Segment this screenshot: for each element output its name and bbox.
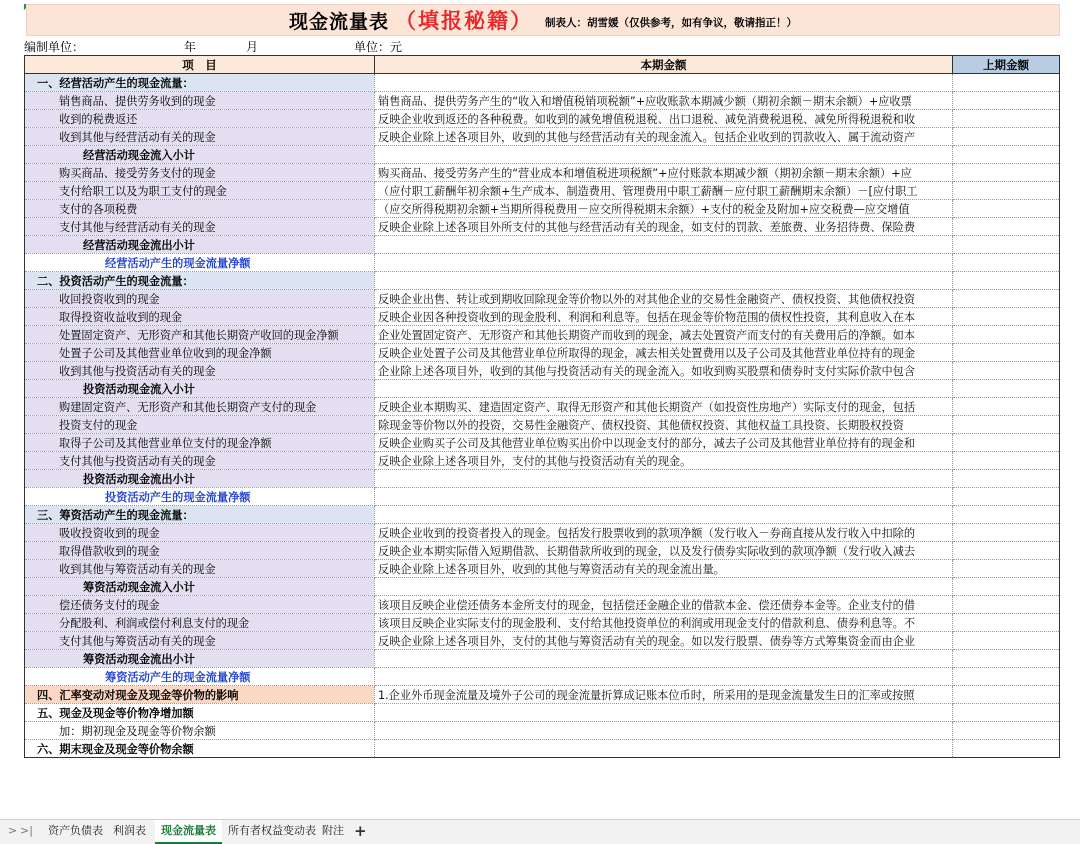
previous-amount-cell[interactable] bbox=[953, 398, 1060, 416]
current-amount-cell[interactable] bbox=[375, 650, 953, 668]
table-row bbox=[25, 632, 1060, 650]
table-row bbox=[25, 290, 1060, 308]
page-title: 现金流量表 bbox=[288, 10, 389, 33]
current-amount-cell[interactable]: 销售商品、提供劳务产生的“收入和增值税销项税额”+应收账款本期减少额（期初余额－期末余额）+应收票 bbox=[375, 92, 953, 110]
previous-amount-cell[interactable] bbox=[953, 344, 1060, 362]
item-cell[interactable]: 一、经营活动产生的现金流量： bbox=[25, 74, 375, 92]
table-row bbox=[25, 308, 1060, 326]
current-amount-cell[interactable]: 反映企业购买子公司及其他营业单位购买出价中以现金支付的部分，减去子公司及其他营业单位持有的现金和 bbox=[375, 434, 953, 452]
item-cell[interactable]: 投资支付的现金 bbox=[25, 416, 375, 434]
table-row bbox=[25, 470, 1060, 488]
previous-amount-cell[interactable] bbox=[953, 254, 1060, 272]
table-row bbox=[25, 740, 1060, 758]
current-amount-cell[interactable]: 反映企业处置子公司及其他营业单位所取得的现金，减去相关处置费用以及子公司及其他营业单位持有的现金 bbox=[375, 344, 953, 362]
current-amount-cell[interactable]: 反映企业收到的投资者投入的现金。包括发行股票收到的款项净额（发行收入－券商直接从发行收入中扣除的 bbox=[375, 524, 953, 542]
table-row bbox=[25, 578, 1060, 596]
table-row bbox=[25, 254, 1060, 272]
table-row bbox=[25, 560, 1060, 578]
current-amount-cell[interactable]: 该项目反映企业偿还债务本金所支付的现金，包括偿还金融企业的借款本金、偿还债券本金等。企业支付的借 bbox=[375, 596, 953, 614]
previous-amount-cell[interactable] bbox=[953, 560, 1060, 578]
current-amount-cell[interactable]: 该项目反映企业实际支付的现金股利、支付给其他投资单位的利润或用现金支付的借款利息、债券利息等。不 bbox=[375, 614, 953, 632]
table-row bbox=[25, 542, 1060, 560]
cash-flow-table bbox=[24, 55, 1060, 758]
current-amount-cell[interactable] bbox=[375, 506, 953, 524]
current-amount-cell[interactable]: 反映企业除上述各项目外所支付的其他与经营活动有关的现金，如支付的罚款、差旅费、业务招待费、保险费 bbox=[375, 218, 953, 236]
current-amount-cell[interactable]: 反映企业收到返还的各种税费。如收到的减免增值税退税、出口退税、减免消费税退税、减免所得税退税和收 bbox=[375, 110, 953, 128]
header-current-amount[interactable]: 本期金额 bbox=[375, 56, 953, 74]
table-row bbox=[25, 416, 1060, 434]
current-amount-cell[interactable]: 反映企业出售、转让或到期收回除现金等价物以外的对其他企业的交易性金融资产、债权投资、其他债权投资 bbox=[375, 290, 953, 308]
item-cell[interactable]: 处置固定资产、无形资产和其他长期资产收回的现金净额 bbox=[25, 326, 375, 344]
previous-amount-cell[interactable] bbox=[953, 506, 1060, 524]
table-row bbox=[25, 506, 1060, 524]
table-row bbox=[25, 236, 1060, 254]
table-row bbox=[25, 74, 1060, 92]
table-row bbox=[25, 650, 1060, 668]
item-cell[interactable]: 经营活动现金流出小计 bbox=[25, 236, 375, 254]
tab-scroll-last-icon[interactable]: >| bbox=[20, 824, 33, 837]
previous-amount-cell[interactable] bbox=[953, 578, 1060, 596]
currency-label: 单位：元 bbox=[354, 40, 403, 54]
item-cell[interactable]: 收回投资收到的现金 bbox=[25, 290, 375, 308]
previous-amount-cell[interactable] bbox=[953, 596, 1060, 614]
current-amount-cell[interactable]: 除现金等价物以外的投资，交易性金融资产、债权投资、其他债权投资、其他权益工具投资、长期股权投资 bbox=[375, 416, 953, 434]
current-amount-cell[interactable] bbox=[375, 74, 953, 92]
item-cell[interactable]: 投资活动产生的现金流量净额 bbox=[25, 488, 375, 506]
current-amount-cell[interactable]: 反映企业因各种投资收到的现金股利、利润和利息等。包括在现金等价物范围的债权性投资，其利息收入在本 bbox=[375, 308, 953, 326]
current-amount-cell[interactable] bbox=[375, 272, 953, 290]
item-cell[interactable]: 收到其他与筹资活动有关的现金 bbox=[25, 560, 375, 578]
item-cell[interactable]: 五、现金及现金等价物净增加额 bbox=[25, 704, 375, 722]
item-cell[interactable]: 偿还债务支付的现金 bbox=[25, 596, 375, 614]
item-cell[interactable]: 收到其他与经营活动有关的现金 bbox=[25, 128, 375, 146]
item-cell[interactable]: 加：期初现金及现金等价物余额 bbox=[25, 722, 375, 740]
previous-amount-cell[interactable] bbox=[953, 308, 1060, 326]
table-row bbox=[25, 686, 1060, 704]
previous-amount-cell[interactable] bbox=[953, 164, 1060, 182]
table-row bbox=[25, 488, 1060, 506]
current-amount-cell[interactable]: 反映企业除上述各项目外，收到的其他与经营活动有关的现金流入。包括企业收到的罚款收入、属于流动资产 bbox=[375, 128, 953, 146]
table-row bbox=[25, 326, 1060, 344]
previous-amount-cell[interactable] bbox=[953, 218, 1060, 236]
table-row bbox=[25, 272, 1060, 290]
tab-cash-flow[interactable]: 现金流量表 bbox=[155, 820, 222, 844]
current-amount-cell[interactable] bbox=[375, 380, 953, 398]
current-amount-cell[interactable]: 反映企业除上述各项目外，支付的其他与投资活动有关的现金。 bbox=[375, 452, 953, 470]
table-row bbox=[25, 218, 1060, 236]
year-label: 年 bbox=[184, 40, 197, 54]
item-cell[interactable]: 收到其他与投资活动有关的现金 bbox=[25, 362, 375, 380]
previous-amount-cell[interactable] bbox=[953, 110, 1060, 128]
previous-amount-cell[interactable] bbox=[953, 434, 1060, 452]
item-cell[interactable]: 经营活动产生的现金流量净额 bbox=[25, 254, 375, 272]
current-amount-cell[interactable] bbox=[375, 704, 953, 722]
table-row bbox=[25, 110, 1060, 128]
item-cell[interactable]: 支付其他与筹资活动有关的现金 bbox=[25, 632, 375, 650]
previous-amount-cell[interactable] bbox=[953, 326, 1060, 344]
previous-amount-cell[interactable] bbox=[953, 686, 1060, 704]
previous-amount-cell[interactable] bbox=[953, 668, 1060, 686]
table-row bbox=[25, 614, 1060, 632]
item-cell[interactable]: 经营活动现金流入小计 bbox=[25, 146, 375, 164]
previous-amount-cell[interactable] bbox=[953, 632, 1060, 650]
current-amount-cell[interactable]: （应交所得税期初余额+当期所得税费用－应交所得税期末余额）+支付的税金及附加+应交税费—应交增值 bbox=[375, 200, 953, 218]
sheet-tab-bar bbox=[0, 819, 1080, 844]
previous-amount-cell[interactable] bbox=[953, 182, 1060, 200]
previous-amount-cell[interactable] bbox=[953, 488, 1060, 506]
item-cell[interactable]: 支付其他与投资活动有关的现金 bbox=[25, 452, 375, 470]
current-amount-cell[interactable] bbox=[375, 578, 953, 596]
current-amount-cell[interactable] bbox=[375, 236, 953, 254]
table-header-row bbox=[25, 56, 1060, 74]
previous-amount-cell[interactable] bbox=[953, 416, 1060, 434]
table-row bbox=[25, 200, 1060, 218]
previous-amount-cell[interactable] bbox=[953, 128, 1060, 146]
previous-amount-cell[interactable] bbox=[953, 200, 1060, 218]
current-amount-cell[interactable]: 反映企业除上述各项目外，收到的其他与筹资活动有关的现金流出量。 bbox=[375, 560, 953, 578]
item-cell[interactable]: 投资活动现金流入小计 bbox=[25, 380, 375, 398]
previous-amount-cell[interactable] bbox=[953, 236, 1060, 254]
current-amount-cell[interactable] bbox=[375, 668, 953, 686]
item-cell[interactable]: 支付给职工以及为职工支付的现金 bbox=[25, 182, 375, 200]
table-row bbox=[25, 182, 1060, 200]
previous-amount-cell[interactable] bbox=[953, 146, 1060, 164]
current-amount-cell[interactable]: 反映企业本期实际借入短期借款、长期借款所收到的现金，以及发行债券实际收到的款项净额（发行收入减去 bbox=[375, 542, 953, 560]
item-cell[interactable]: 筹资活动现金流出小计 bbox=[25, 650, 375, 668]
title-note: 制表人：胡雪媛（仅供参考，如有争议，敬请指正！） bbox=[545, 16, 797, 29]
item-cell[interactable]: 分配股利、利润或偿付利息支付的现金 bbox=[25, 614, 375, 632]
table-row bbox=[25, 722, 1060, 740]
previous-amount-cell[interactable] bbox=[953, 452, 1060, 470]
table-row bbox=[25, 596, 1060, 614]
month-label: 月 bbox=[246, 40, 259, 54]
title-bar bbox=[26, 4, 1060, 36]
previous-amount-cell[interactable] bbox=[953, 272, 1060, 290]
current-amount-cell[interactable]: 反映企业除上述各项目外，支付的其他与筹资活动有关的现金。如以发行股票、债券等方式筹集资金而由企业 bbox=[375, 632, 953, 650]
current-amount-cell[interactable] bbox=[375, 470, 953, 488]
header-previous-amount[interactable]: 上期金额 bbox=[953, 56, 1060, 74]
item-cell[interactable]: 筹资活动现金流入小计 bbox=[25, 578, 375, 596]
previous-amount-cell[interactable] bbox=[953, 290, 1060, 308]
table-row bbox=[25, 362, 1060, 380]
current-amount-cell[interactable]: （应付职工薪酬年初余额+生产成本、制造费用、管理费用中职工薪酬－应付职工薪酬期末余额）－[应付职工 bbox=[375, 182, 953, 200]
previous-amount-cell[interactable] bbox=[953, 614, 1060, 632]
item-cell[interactable]: 收到的税费返还 bbox=[25, 110, 375, 128]
tab-scroll-next-icon[interactable]: > bbox=[8, 824, 18, 837]
previous-amount-cell[interactable] bbox=[953, 74, 1060, 92]
current-amount-cell[interactable]: 购买商品、接受劳务产生的“营业成本和增值税进项税额”+应付账款本期减少额（期初余额－期末余额）+应 bbox=[375, 164, 953, 182]
item-cell[interactable]: 投资活动现金流出小计 bbox=[25, 470, 375, 488]
tab-balance-sheet[interactable]: 资产负债表 bbox=[48, 824, 103, 837]
current-amount-cell[interactable] bbox=[375, 254, 953, 272]
table-row bbox=[25, 668, 1060, 686]
table-body bbox=[25, 74, 1060, 758]
title-highlight: （填报秘籍） bbox=[395, 9, 533, 33]
table-row bbox=[25, 164, 1060, 182]
previous-amount-cell[interactable] bbox=[953, 740, 1060, 758]
previous-amount-cell[interactable] bbox=[953, 92, 1060, 110]
add-sheet-button[interactable]: + bbox=[354, 822, 367, 840]
table-row bbox=[25, 434, 1060, 452]
previous-amount-cell[interactable] bbox=[953, 722, 1060, 740]
previous-amount-cell[interactable] bbox=[953, 470, 1060, 488]
item-cell[interactable]: 支付的各项税费 bbox=[25, 200, 375, 218]
current-amount-cell[interactable]: 反映企业本期购买、建造固定资产、取得无形资产和其他长期资产（如投资性房地产）实际支付的现金，包括 bbox=[375, 398, 953, 416]
unit-label: 编制单位： bbox=[24, 40, 85, 54]
tab-notes[interactable]: 附注 bbox=[322, 824, 344, 837]
item-cell[interactable]: 购建固定资产、无形资产和其他长期资产支付的现金 bbox=[25, 398, 375, 416]
previous-amount-cell[interactable] bbox=[953, 380, 1060, 398]
table-row bbox=[25, 398, 1060, 416]
meta-row bbox=[24, 38, 1060, 54]
previous-amount-cell[interactable] bbox=[953, 542, 1060, 560]
item-cell[interactable]: 取得子公司及其他营业单位支付的现金净额 bbox=[25, 434, 375, 452]
item-cell[interactable]: 六、期末现金及现金等价物余额 bbox=[25, 740, 375, 758]
item-cell[interactable]: 三、筹资活动产生的现金流量： bbox=[25, 506, 375, 524]
table-row bbox=[25, 380, 1060, 398]
header-item[interactable]: 项 目 bbox=[25, 56, 375, 74]
current-amount-cell[interactable] bbox=[375, 146, 953, 164]
current-amount-cell[interactable] bbox=[375, 740, 953, 758]
tab-equity-changes[interactable]: 所有者权益变动表 bbox=[228, 824, 316, 837]
item-cell[interactable]: 处置子公司及其他营业单位收到的现金净额 bbox=[25, 344, 375, 362]
previous-amount-cell[interactable] bbox=[953, 650, 1060, 668]
current-amount-cell[interactable] bbox=[375, 488, 953, 506]
table-row bbox=[25, 128, 1060, 146]
item-cell[interactable]: 筹资活动产生的现金流量净额 bbox=[25, 668, 375, 686]
item-cell[interactable]: 购买商品、接受劳务支付的现金 bbox=[25, 164, 375, 182]
current-amount-cell[interactable]: 企业处置固定资产、无形资产和其他长期资产而收到的现金，减去处置资产而支付的有关费用后的净额。如本 bbox=[375, 326, 953, 344]
item-cell[interactable]: 支付其他与经营活动有关的现金 bbox=[25, 218, 375, 236]
tab-income-statement[interactable]: 利润表 bbox=[113, 824, 146, 837]
table-row bbox=[25, 524, 1060, 542]
table-row bbox=[25, 704, 1060, 722]
table-row bbox=[25, 452, 1060, 470]
table-row bbox=[25, 344, 1060, 362]
item-cell[interactable]: 吸收投资收到的现金 bbox=[25, 524, 375, 542]
current-amount-cell[interactable]: 企业除上述各项目外，收到的其他与投资活动有关的现金流入。如收到购买股票和债券时支付实际价款中包含 bbox=[375, 362, 953, 380]
item-cell[interactable]: 取得借款收到的现金 bbox=[25, 542, 375, 560]
table-row bbox=[25, 146, 1060, 164]
item-cell[interactable]: 取得投资收益收到的现金 bbox=[25, 308, 375, 326]
previous-amount-cell[interactable] bbox=[953, 704, 1060, 722]
previous-amount-cell[interactable] bbox=[953, 524, 1060, 542]
table-row bbox=[25, 92, 1060, 110]
current-amount-cell[interactable]: 1.企业外币现金流量及境外子公司的现金流量折算成记账本位币时，所采用的是现金流量发生日的汇率或按照 bbox=[375, 686, 953, 704]
current-amount-cell[interactable] bbox=[375, 722, 953, 740]
item-cell[interactable]: 四、汇率变动对现金及现金等价物的影响 bbox=[25, 686, 375, 704]
item-cell[interactable]: 销售商品、提供劳务收到的现金 bbox=[25, 92, 375, 110]
previous-amount-cell[interactable] bbox=[953, 362, 1060, 380]
item-cell[interactable]: 二、投资活动产生的现金流量： bbox=[25, 272, 375, 290]
